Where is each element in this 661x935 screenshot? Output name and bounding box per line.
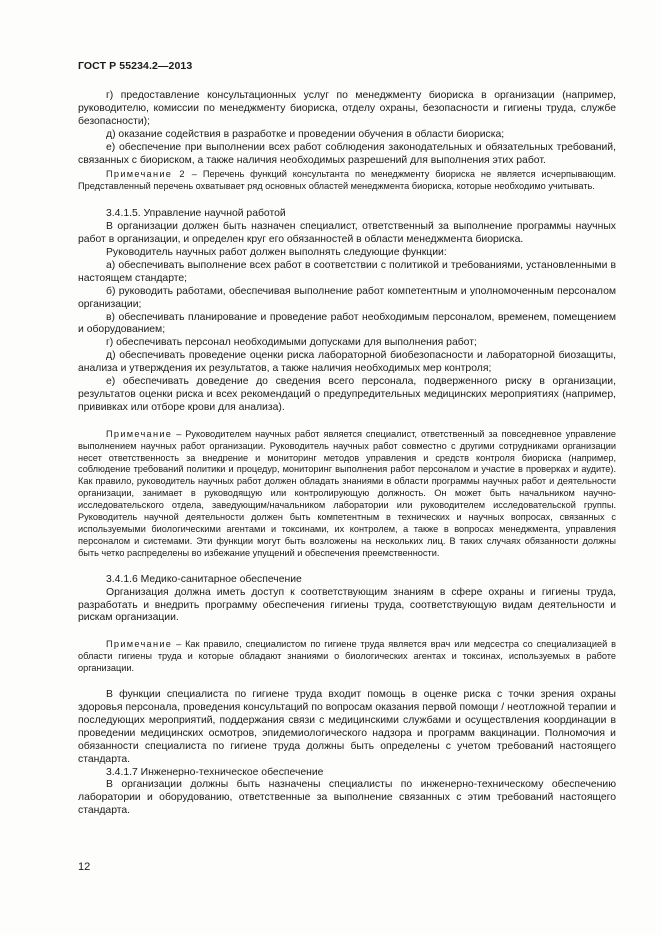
note-text: – Перечень функций консультанта по менеджменту биориска не является исчерпывающим. Представленный перечень охватывает ряд основных областей менеджмента биориска, которые необходимо учитывать.	[78, 169, 616, 192]
note-label: Примечание	[106, 428, 173, 439]
page-number: 12	[78, 861, 91, 873]
standard-header: ГОСТ Р 55234.2—2013	[78, 60, 193, 72]
paragraph: В функции специалиста по гигиене труда входит помощь в оценке риска с точки зрения охраны здоровья персонала, проведения консультаций по вопросам оказания первой помощи / неотложной терапии и последующих мероприятий, поддержания связи с медицинскими службами и осуществления координации в проведении медицинских осмотров, эпидемиологического надзора и программ вакцинации. Полномочия и обязанности специалиста по гигиене труда должны быть определены с учетом требований настоящего стандарта.	[78, 689, 616, 765]
list-item-g: г) обеспечивать персонал необходимыми допусками для выполнения работ;	[106, 337, 477, 349]
note-label: Примечание 2	[106, 169, 186, 180]
list-item-d: д) обеспечивать проведение оценки риска лабораторной биобезопасности и лабораторной биозащиты, анализа и утверждения их результатов, а также наличия необходимых мер контроля;	[78, 350, 616, 375]
list-item-e: е) обеспечивать доведение до сведения всего персонала, подверженного риску в организации, результатов оценки риска и всех рекомендаций о предупредительных медицинских мероприятиях (например, прививках или отборе крови для анализа).	[78, 376, 616, 413]
list-item-e-compliance: е) обеспечение при выполнении всех работ соблюдения законодательных и обязательных требований, связанных с биориском, а также наличия необходимых разрешений для выполнения этих работ.	[78, 141, 616, 166]
note-occupational-hygiene	[78, 639, 616, 675]
note-research-manager	[78, 429, 616, 560]
note-text: – Как правило, специалистом по гигиене труда является врач или медсестра со специализацией в области гигиены труда и которые обладают знаниями о биологических агентах и токсинах, используемых в работе организации.	[78, 639, 616, 674]
page-content	[78, 90, 616, 818]
list-item-v: в) обеспечивать планирование и проведение работ необходимым персоналом, временем, помещением и оборудованием;	[78, 311, 616, 336]
list-item-g-consulting: г) предоставление консультационных услуг по менеджменту биориска в организации (например, руководителю, комиссии по менеджменту биориска, отделу охраны, безопасности и гигиены труда, службе безопасности);	[78, 90, 616, 127]
paragraph: Организация должна иметь доступ к соответствующим знаниям в сфере охраны и гигиены труда, разработать и внедрить программу обеспечения гигиены труда, соответствующую видам деятельности и рискам организации.	[78, 586, 616, 624]
section-title-medical: 3.4.1.6 Медико-санитарное обеспечение	[106, 573, 302, 585]
section-title-research: 3.4.1.5. Управление научной работой	[106, 208, 286, 220]
list-item-b: б) руководить работами, обеспечивая выполнение работ компетентным и уполномоченным персоналом организации;	[78, 285, 616, 310]
note-label: Примечание	[106, 639, 173, 650]
note-2	[78, 169, 616, 193]
paragraph: В организации должен быть назначен специалист, ответственный за выполнение программы научных работ в организации, и определен круг его обязанностей в области менеджмента биориска.	[78, 221, 616, 246]
note-text: – Руководителем научных работ является специалист, ответственный за повседневное управление выполнением научных работ организации. Руководитель научных работ совместно с другими сотрудниками организации несет ответственность за внедрение и мониторинг методов управления и средств контроля биориска (например, соблюдение требований политики и процедур, мониторинг выполнения работ персоналом и участие в проверках и аудите). Как правило, руководитель научных работ должен обладать знаниями в области программы научных работ и деятельности организации, занимает в руководящую или контролирующую должность. Он может быть начальником научно-исследовательского отдела, заведующим/начальником лаборатории или руководителем исследовательской группы. Руководитель научной деятельности должен быть компетентным в технических и научных вопросах, связанных с используемыми биологическими агентами и токсинами, их контролем, а также в вопросах менеджмента, управления персоналом и системами. Эти функции могут быть возложены на нескольких лиц. В таких случаях обязанности должны быть четко распределены во избежание упущений и обеспечения преемственности.	[78, 428, 616, 558]
list-item-d-training: д) оказание содействия в разработке и проведении обучения в области биориска;	[106, 128, 505, 140]
paragraph: Руководитель научных работ должен выполнять следующие функции:	[106, 246, 447, 258]
section-title-engineering: 3.4.1.7 Инженерно-техническое обеспечение	[106, 766, 324, 778]
list-item-a: а) обеспечивать выполнение всех работ в соответствии с политикой и требованиями, установленными в настоящем стандарте;	[78, 259, 616, 284]
paragraph: В организации должны быть назначены специалисты по инженерно-техническому обеспечению лаборатории и оборудованию, ответственные за выполнение связанных с этим требований настоящего стандарта.	[78, 779, 616, 817]
